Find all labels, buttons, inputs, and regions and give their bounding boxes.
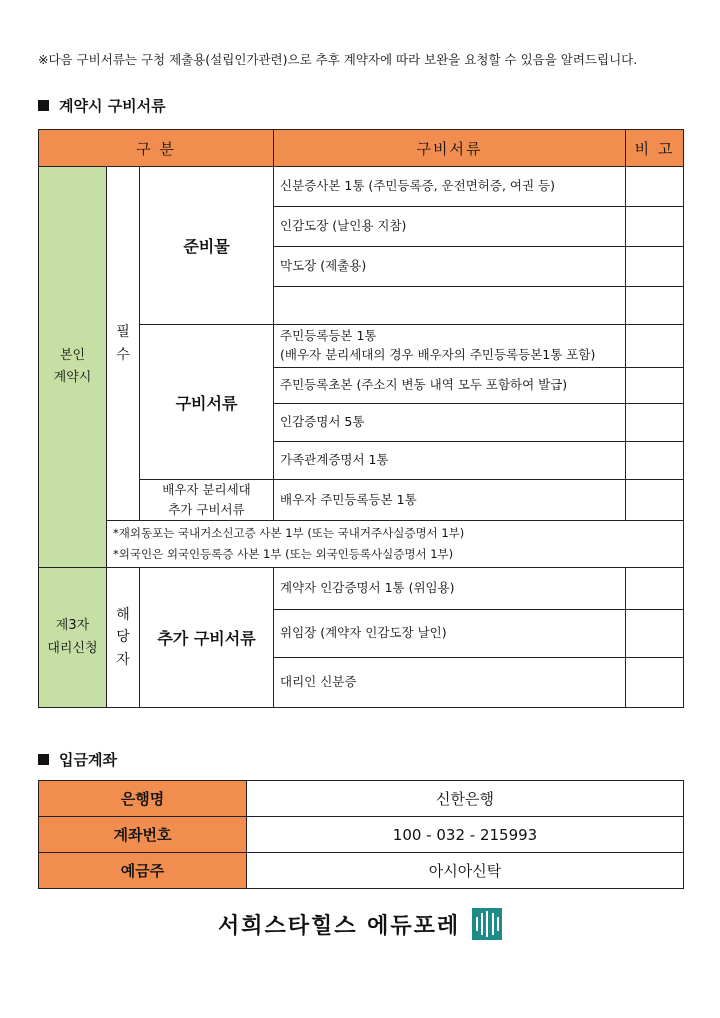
required-label: 필 수 bbox=[107, 167, 140, 521]
brand-name: 서희스타힐스 에듀포레 bbox=[218, 913, 461, 939]
remark-cell bbox=[626, 610, 684, 658]
prepare-item: 신분증사본 1통 (주민등록증, 운전면허증, 여권 등) bbox=[274, 167, 626, 207]
category-extra: 추가 구비서류 bbox=[140, 568, 274, 708]
applicable-label: 해 당 자 bbox=[107, 568, 140, 708]
docs-item: 인감증명서 5통 bbox=[274, 404, 626, 442]
group-self-contract: 본인 계약시 bbox=[39, 167, 107, 568]
docs-item: 가족관계증명서 1통 bbox=[274, 442, 626, 480]
required-documents-table bbox=[38, 129, 684, 708]
square-bullet-icon bbox=[38, 100, 49, 111]
bank-value: 신한은행 bbox=[247, 781, 684, 817]
remark-cell bbox=[626, 442, 684, 480]
section-title-text: 계약시 구비서류 bbox=[59, 97, 166, 115]
brand-logo-icon bbox=[472, 908, 502, 940]
remark-cell bbox=[626, 325, 684, 368]
remark-cell bbox=[626, 287, 684, 325]
docs-item: 주민등록등본 1통 (배우자 분리세대의 경우 배우자의 주민등록등본1통 포함) bbox=[274, 325, 626, 368]
group-proxy: 제3자 대리신청 bbox=[39, 568, 107, 708]
square-bullet-icon bbox=[38, 754, 49, 765]
remark-cell bbox=[626, 404, 684, 442]
notice-text: ※다음 구비서류는 구청 제출용(설립인가관련)으로 추후 계약자에 따라 보완을 요청할 수 있음을 알려드립니다. bbox=[38, 52, 638, 67]
spouse-item: 배우자 주민등록등본 1통 bbox=[274, 480, 626, 521]
prepare-item: 막도장 (제출용) bbox=[274, 247, 626, 287]
account-number-label: 계좌번호 bbox=[39, 817, 247, 853]
header-remarks: 비 고 bbox=[626, 130, 684, 167]
prepare-item bbox=[274, 287, 626, 325]
foreigner-notes bbox=[107, 521, 684, 568]
extra-item: 대리인 신분증 bbox=[274, 658, 626, 708]
remark-cell bbox=[626, 480, 684, 521]
remark-cell bbox=[626, 247, 684, 287]
remark-cell bbox=[626, 167, 684, 207]
category-documents: 구비서류 bbox=[140, 325, 274, 480]
category-prepare: 준비물 bbox=[140, 167, 274, 325]
account-holder-label: 예금주 bbox=[39, 853, 247, 889]
section-contract-docs-title bbox=[38, 95, 166, 116]
header-category: 구 분 bbox=[39, 130, 274, 167]
header-documents: 구비서류 bbox=[274, 130, 626, 167]
footer-brand bbox=[218, 908, 502, 940]
account-holder-value: 아시아신탁 bbox=[247, 853, 684, 889]
docs-item: 주민등록초본 (주소지 변동 내역 모두 포함하여 발급) bbox=[274, 368, 626, 404]
remark-cell bbox=[626, 368, 684, 404]
remark-cell bbox=[626, 207, 684, 247]
note-line: *외국인은 외국인등록증 사본 1부 (또는 외국인등록사실증명서 1부) bbox=[113, 547, 454, 561]
note-line: *재외동포는 국내거소신고증 사본 1부 (또는 국내거주사실증명서 1부) bbox=[113, 525, 465, 540]
extra-item: 위임장 (계약자 인감도장 날인) bbox=[274, 610, 626, 658]
remark-cell bbox=[626, 568, 684, 610]
section-account-title bbox=[38, 749, 117, 770]
account-number-value: 100 - 032 - 215993 bbox=[247, 817, 684, 853]
prepare-item: 인감도장 (날인용 지참) bbox=[274, 207, 626, 247]
category-spouse: 배우자 분리세대 추가 구비서류 bbox=[140, 480, 274, 521]
remark-cell bbox=[626, 658, 684, 708]
deposit-account-table bbox=[38, 780, 684, 889]
extra-item: 계약자 인감증명서 1통 (위임용) bbox=[274, 568, 626, 610]
section-title-text: 입금계좌 bbox=[59, 751, 117, 769]
bank-label: 은행명 bbox=[39, 781, 247, 817]
